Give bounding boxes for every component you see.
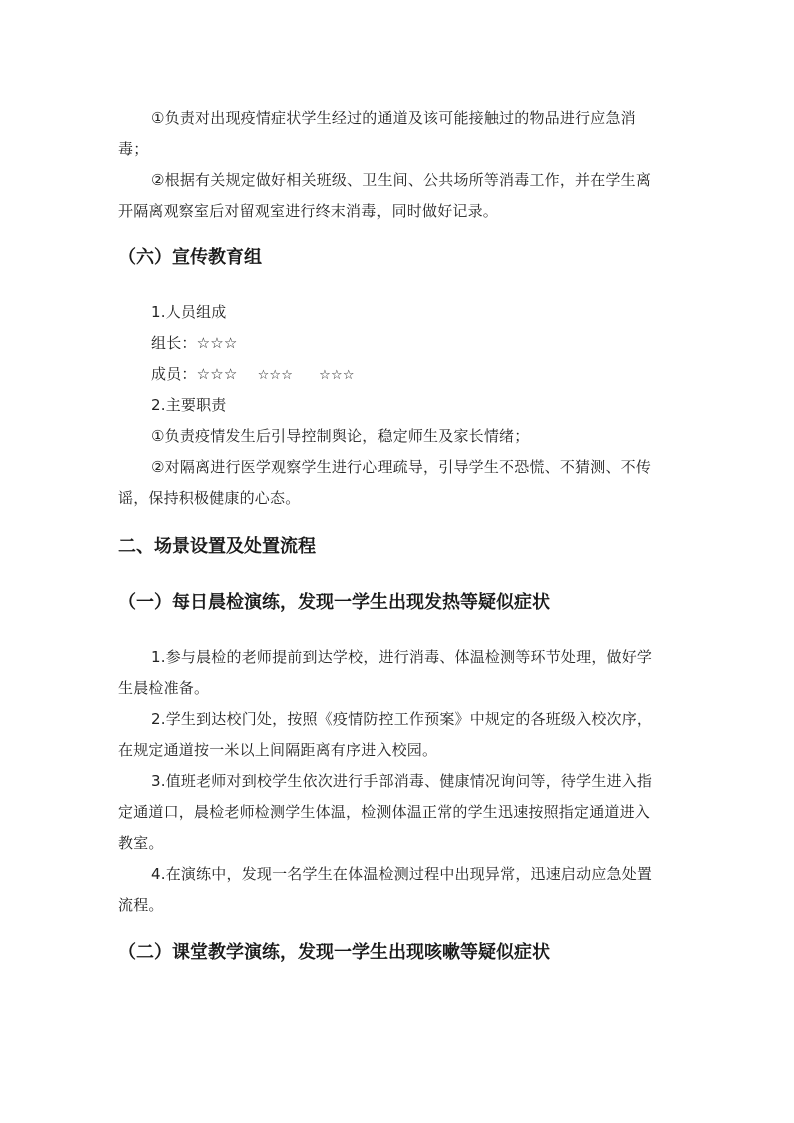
members-label: 成员： xyxy=(151,365,197,383)
duty-1: ①负责疫情发生后引导控制舆论，稳定师生及家长情绪； xyxy=(151,427,530,445)
sub1-p3-line1: 3.值班老师对到校学生依次进行手部消毒、健康情况询问等，待学生进入指 xyxy=(151,772,653,790)
sub1-p3-line2: 定通道口，晨检老师检测学生体温，检测体温正常的学生迅速按照指定通道进入 xyxy=(118,803,651,821)
composition-title: 1.人员组成 xyxy=(151,303,227,321)
leader-row xyxy=(151,333,238,353)
sub2-heading: （二）课堂教学演练，发现一学生出现咳嗽等疑似症状 xyxy=(118,942,550,963)
part2-heading: 二、场景设置及处置流程 xyxy=(118,536,316,557)
sub1-p2-line2: 在规定通道按一米以上间隔距离有序进入校园。 xyxy=(118,741,438,759)
sub1-p4-line2: 流程。 xyxy=(118,896,164,914)
duty-2-line1: ②对隔离进行医学观察学生进行心理疏导，引导学生不恐慌、不猜测、不传 xyxy=(151,458,652,476)
members-row xyxy=(151,364,355,386)
leader-value: ☆☆☆ xyxy=(196,334,238,352)
duty-disinfect-1-line1: ①负责对出现疫情症状学生经过的通道及该可能接触过的物品进行应急消 xyxy=(151,109,636,127)
section-heading-propaganda: （六）宣传教育组 xyxy=(118,247,262,268)
sub1-p4-line1: 4.在演练中，发现一名学生在体温检测过程中出现异常，迅速启动应急处置 xyxy=(151,865,653,883)
duty-disinfect-2-line2: 开隔离观察室后对留观室进行终末消毒，同时做好记录。 xyxy=(118,202,499,220)
member-1: ☆☆☆ xyxy=(196,365,238,383)
duties-title: 2.主要职责 xyxy=(151,396,227,414)
sub1-heading: （一）每日晨检演练，发现一学生出现发热等疑似症状 xyxy=(118,592,550,613)
sub1-p3-line3: 教室。 xyxy=(118,834,164,852)
sub1-p1-line2: 生晨检准备。 xyxy=(118,679,210,697)
sub1-p1-line1: 1.参与晨检的老师提前到达学校，进行消毒、体温检测等环节处理，做好学 xyxy=(151,648,653,666)
member-3: ☆☆☆ xyxy=(319,368,355,383)
duty-disinfect-1-line2: 毒； xyxy=(118,140,149,158)
sub1-p2-line1: 2.学生到达校门处，按照《疫情防控工作预案》中规定的各班级入校次序， xyxy=(151,710,653,728)
leader-label: 组长： xyxy=(151,334,197,352)
member-2: ☆☆☆ xyxy=(257,368,294,383)
duty-disinfect-2-line1: ②根据有关规定做好相关班级、卫生间、公共场所等消毒工作，并在学生离 xyxy=(151,171,652,189)
duty-2-line2: 谣，保持积极健康的心态。 xyxy=(118,489,301,507)
